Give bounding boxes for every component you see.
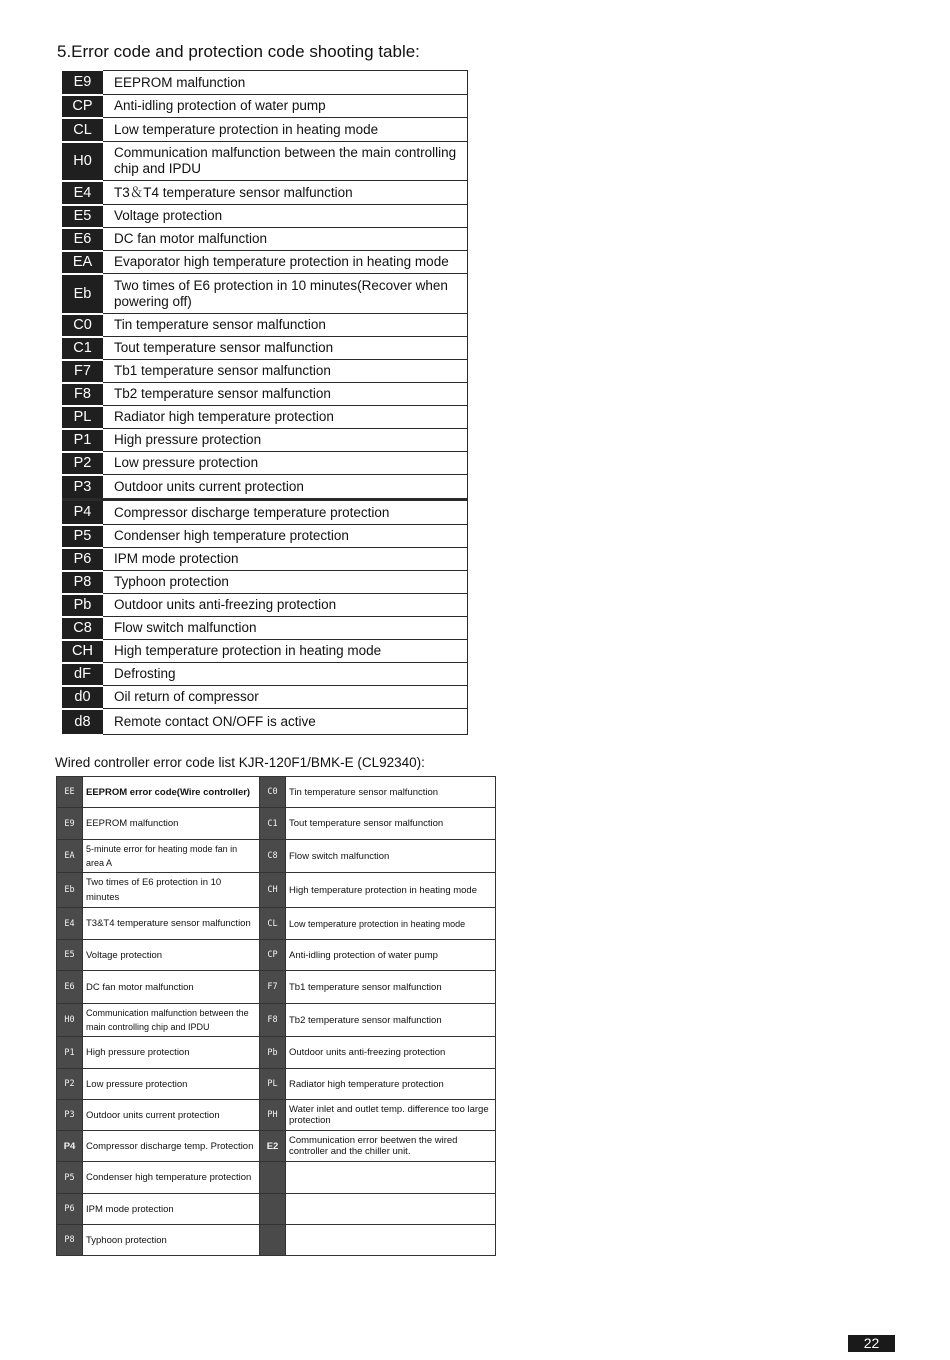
error-description: Defrosting — [103, 663, 468, 686]
right-description: Communication error beetwen the wired controller and the chiller unit. — [286, 1131, 496, 1162]
error-code: P3 — [62, 475, 103, 500]
right-description: Tout temperature sensor malfunction — [286, 808, 496, 840]
error-code: H0 — [62, 142, 103, 181]
left-description: Outdoor units current protection — [83, 1100, 260, 1131]
right-description: Water inlet and outlet temp. difference too large protection — [286, 1100, 496, 1131]
right-code — [260, 1194, 286, 1225]
right-code: E2 — [260, 1131, 286, 1162]
error-code-table — [62, 70, 468, 736]
right-description: Tin temperature sensor malfunction — [286, 777, 496, 808]
error-code: P4 — [62, 500, 103, 525]
left-code: E4 — [57, 908, 83, 940]
error-description: Flow switch malfunction — [103, 617, 468, 640]
left-description: IPM mode protection — [83, 1194, 260, 1225]
left-code: P5 — [57, 1162, 83, 1194]
right-description — [286, 1194, 496, 1225]
right-description — [286, 1225, 496, 1256]
error-code: E9 — [62, 71, 103, 95]
error-description: Typhoon protection — [103, 571, 468, 594]
right-code: CH — [260, 873, 286, 908]
left-code: Eb — [57, 873, 83, 908]
right-description: Flow switch malfunction — [286, 840, 496, 873]
left-code: P2 — [57, 1069, 83, 1100]
left-description: High pressure protection — [83, 1037, 260, 1069]
error-description: Communication malfunction between the main controlling chip and IPDU — [103, 142, 468, 181]
left-code: P6 — [57, 1194, 83, 1225]
error-code: F8 — [62, 383, 103, 406]
error-description: T3＆T4 temperature sensor malfunction — [103, 181, 468, 205]
right-code: PH — [260, 1100, 286, 1131]
right-code — [260, 1225, 286, 1256]
error-description: High pressure protection — [103, 429, 468, 452]
right-description: Tb2 temperature sensor malfunction — [286, 1004, 496, 1037]
left-description: Low pressure protection — [83, 1069, 260, 1100]
error-description: Anti-idling protection of water pump — [103, 95, 468, 118]
left-code: E9 — [57, 808, 83, 840]
left-code: EE — [57, 777, 83, 808]
right-code: C8 — [260, 840, 286, 873]
right-description: Low temperature protection in heating mode — [286, 908, 496, 940]
right-code — [260, 1162, 286, 1194]
error-code: CH — [62, 640, 103, 663]
error-description: Outdoor units anti-freezing protection — [103, 594, 468, 617]
right-code: C0 — [260, 777, 286, 808]
error-description: High temperature protection in heating mode — [103, 640, 468, 663]
error-description: Two times of E6 protection in 10 minutes(Recover when powering off) — [103, 274, 468, 314]
right-code: F7 — [260, 971, 286, 1004]
right-code: F8 — [260, 1004, 286, 1037]
left-description: Voltage protection — [83, 940, 260, 971]
error-description: Tin temperature sensor malfunction — [103, 314, 468, 337]
right-code: C1 — [260, 808, 286, 840]
error-description: Oil return of compressor — [103, 686, 468, 709]
error-description: Low pressure protection — [103, 452, 468, 475]
left-description: EEPROM malfunction — [83, 808, 260, 840]
error-description: EEPROM malfunction — [103, 71, 468, 95]
left-description: Condenser high temperature protection — [83, 1162, 260, 1194]
error-code: P2 — [62, 452, 103, 475]
error-code: P6 — [62, 548, 103, 571]
error-description: Evaporator high temperature protection in heating mode — [103, 251, 468, 274]
right-description: Radiator high temperature protection — [286, 1069, 496, 1100]
right-code: CL — [260, 908, 286, 940]
right-description: High temperature protection in heating mode — [286, 873, 496, 908]
error-code: dF — [62, 663, 103, 686]
error-description: Condenser high temperature protection — [103, 525, 468, 548]
error-description: Radiator high temperature protection — [103, 406, 468, 429]
error-description: Voltage protection — [103, 205, 468, 228]
error-code: P1 — [62, 429, 103, 452]
error-description: Outdoor units current protection — [103, 475, 468, 500]
right-description: Tb1 temperature sensor malfunction — [286, 971, 496, 1004]
error-description: Tb2 temperature sensor malfunction — [103, 383, 468, 406]
error-description: Tb1 temperature sensor malfunction — [103, 360, 468, 383]
error-description: Tout temperature sensor malfunction — [103, 337, 468, 360]
left-description: Compressor discharge temp. Protection — [83, 1131, 260, 1162]
error-code: F7 — [62, 360, 103, 383]
left-code: P8 — [57, 1225, 83, 1256]
error-description: Low temperature protection in heating mode — [103, 118, 468, 142]
error-code: Eb — [62, 274, 103, 314]
right-code: CP — [260, 940, 286, 971]
left-code: P3 — [57, 1100, 83, 1131]
error-code: d8 — [62, 709, 103, 735]
left-description: 5-minute error for heating mode fan in area A — [83, 840, 260, 873]
error-code: Pb — [62, 594, 103, 617]
page-number: 22 — [848, 1335, 895, 1352]
error-code: CL — [62, 118, 103, 142]
error-code: E6 — [62, 228, 103, 251]
error-description: Compressor discharge temperature protection — [103, 500, 468, 525]
left-description: Typhoon protection — [83, 1225, 260, 1256]
error-code: PL — [62, 406, 103, 429]
left-code: E6 — [57, 971, 83, 1004]
wired-controller-heading: Wired controller error code list KJR-120F1/BMK-E (CL92340): — [55, 755, 425, 770]
error-code: CP — [62, 95, 103, 118]
error-code: d0 — [62, 686, 103, 709]
section-heading: 5.Error code and protection code shooting table: — [57, 42, 420, 61]
right-description — [286, 1162, 496, 1194]
error-code: C0 — [62, 314, 103, 337]
left-code: H0 — [57, 1004, 83, 1037]
error-code: C8 — [62, 617, 103, 640]
left-description: Communication malfunction between the main controlling chip and IPDU — [83, 1004, 260, 1037]
wired-controller-error-table — [56, 776, 496, 1256]
error-code: E4 — [62, 181, 103, 205]
right-code: Pb — [260, 1037, 286, 1069]
left-code: E5 — [57, 940, 83, 971]
error-code: C1 — [62, 337, 103, 360]
error-description: IPM mode protection — [103, 548, 468, 571]
error-description: DC fan motor malfunction — [103, 228, 468, 251]
right-description: Anti-idling protection of water pump — [286, 940, 496, 971]
error-code: E5 — [62, 205, 103, 228]
error-code: EA — [62, 251, 103, 274]
left-description: EEPROM error code(Wire controller) — [83, 777, 260, 808]
left-description: DC fan motor malfunction — [83, 971, 260, 1004]
left-description: Two times of E6 protection in 10 minutes — [83, 873, 260, 908]
right-code: PL — [260, 1069, 286, 1100]
left-description: T3&T4 temperature sensor malfunction — [83, 908, 260, 940]
error-code: P8 — [62, 571, 103, 594]
left-code: EA — [57, 840, 83, 873]
error-code: P5 — [62, 525, 103, 548]
right-description: Outdoor units anti-freezing protection — [286, 1037, 496, 1069]
left-code: P1 — [57, 1037, 83, 1069]
left-code: P4 — [57, 1131, 83, 1162]
error-description: Remote contact ON/OFF is active — [103, 709, 468, 735]
